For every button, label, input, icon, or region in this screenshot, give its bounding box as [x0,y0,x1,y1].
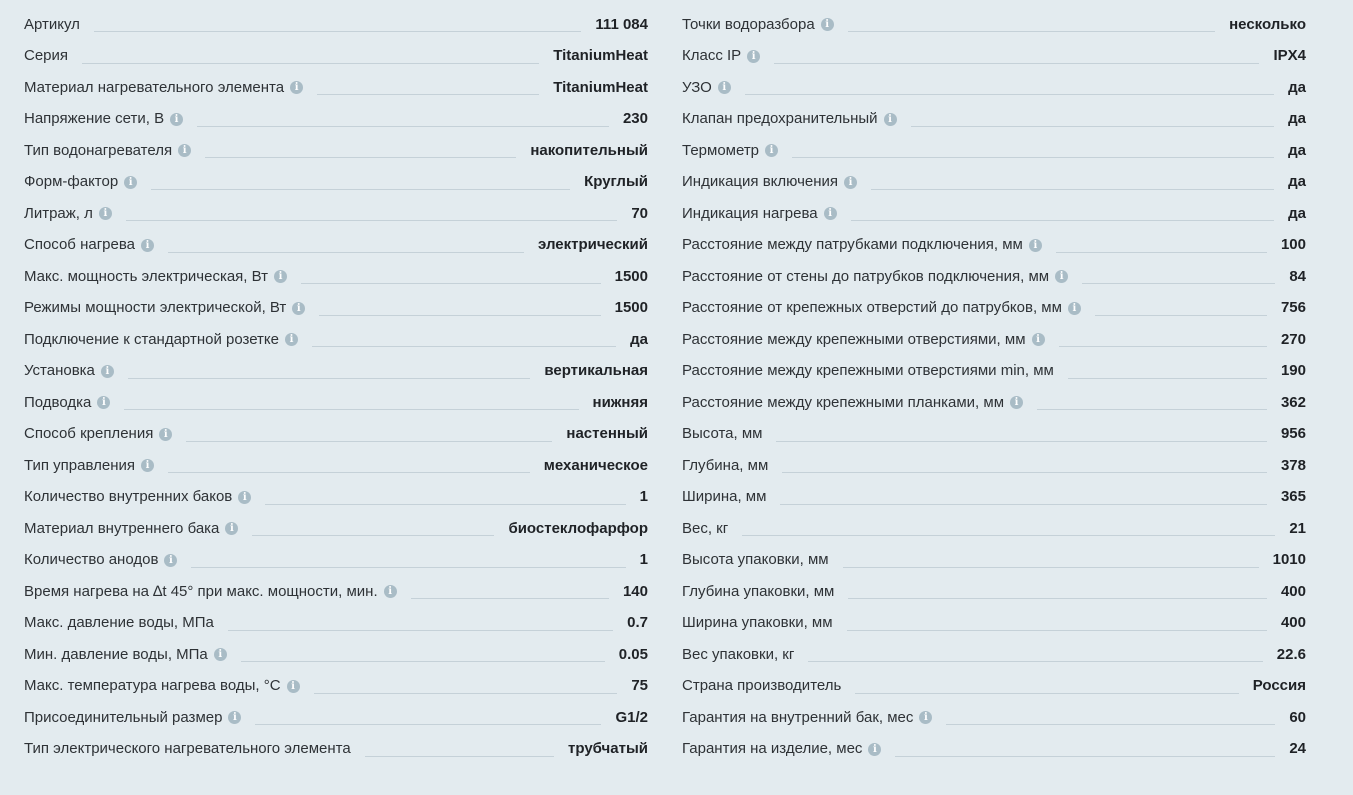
leader-line [265,504,625,505]
info-icon[interactable]: i [824,207,837,220]
leader-line [776,441,1266,442]
spec-row [682,167,1306,199]
spec-row [682,198,1306,230]
spec-value: 230 [622,110,648,128]
spec-value: 0.05 [618,645,648,663]
spec-row [24,734,648,766]
spec-label [682,394,1023,412]
spec-row [24,135,648,167]
spec-label-text: Форм-фактор [24,173,119,191]
leader-line [228,630,613,631]
spec-row [24,671,648,703]
spec-label [682,173,857,191]
spec-label [24,268,287,286]
spec-label-text: Клапан предохранительный [682,110,878,128]
spec-label [682,614,833,632]
leader-line [1037,409,1267,410]
spec-label [24,236,154,254]
spec-label [24,583,397,601]
leader-line [742,535,1275,536]
specs-column-left [24,9,648,765]
info-icon[interactable]: i [238,491,251,504]
leader-line [848,31,1215,32]
spec-label-text: Материал нагревательного элемента [24,78,285,96]
spec-label [24,394,110,412]
spec-row [24,198,648,230]
spec-row [24,482,648,514]
leader-line [1056,252,1267,253]
spec-label [24,362,114,380]
spec-label-text: Ширина упаковки, мм [682,614,833,632]
spec-label [682,709,932,727]
spec-label-text: Расстояние между крепежными отверстиями min, мм [682,362,1054,380]
spec-label [682,362,1054,380]
spec-label [682,457,768,475]
info-icon[interactable]: i [292,302,305,315]
spec-label-text: Расстояние от крепежных отверстий до патрубков, мм [682,299,1062,317]
spec-label [682,488,766,506]
spec-label-text: Напряжение сети, В [24,110,165,128]
spec-label-text: Присоединительный размер [24,708,223,726]
info-icon[interactable]: i [164,554,177,567]
spec-value: 400 [1280,614,1306,632]
spec-row [24,545,648,577]
spec-label [24,205,112,223]
spec-label-text: Материал внутреннего бака [24,519,220,537]
spec-row [24,293,648,325]
spec-label-text: Высота, мм [682,425,763,443]
spec-value: TitaniumHeat [553,78,648,96]
leader-line [871,189,1274,190]
spec-value: вертикальная [544,362,648,380]
leader-line [1068,378,1267,379]
leader-line [197,126,609,127]
spec-label-text: Макс. температура нагрева воды, °С [24,677,281,695]
spec-label-text: Количество анодов [24,551,159,569]
spec-label-text: Расстояние от стены до патрубков подключения, мм [682,267,1050,285]
spec-value: биостеклофарфор [508,519,648,537]
spec-value: 60 [1289,708,1306,726]
leader-line [168,252,524,253]
spec-label [682,646,794,664]
spec-value: да [1288,204,1306,222]
specs-column-right [682,9,1306,765]
spec-label-text: Макс. давление воды, МПа [24,614,214,632]
leader-line [301,283,601,284]
leader-line [255,724,601,725]
spec-label-text: Гарантия на внутренний бак, мес [682,708,914,726]
spec-row [24,419,648,451]
spec-row [682,576,1306,608]
spec-label [24,173,137,191]
leader-line [252,535,494,536]
spec-value: трубчатый [568,740,648,758]
spec-label-text: Высота упаковки, мм [682,551,829,569]
leader-line [782,472,1267,473]
spec-value: 270 [1280,330,1306,348]
spec-row [24,41,648,73]
leader-line [82,63,539,64]
spec-label-text: Страна производитель [682,677,842,695]
spec-value: 1 [639,551,648,569]
leader-line [186,441,552,442]
spec-value: 140 [622,582,648,600]
leader-line [848,598,1267,599]
leader-line [317,94,539,95]
spec-label [24,457,154,475]
leader-line [946,724,1275,725]
spec-label [682,583,834,601]
spec-row [24,72,648,104]
spec-row [24,9,648,41]
leader-line [94,31,582,32]
leader-line [365,756,554,757]
leader-line [780,504,1267,505]
spec-label-text: Тип водонагревателя [24,141,173,159]
spec-label-text: Подводка [24,393,92,411]
spec-value: нижняя [592,393,648,411]
leader-line [851,220,1275,221]
spec-label [682,520,728,538]
spec-label [24,142,191,160]
info-icon[interactable]: i [124,176,137,189]
spec-label [682,79,731,97]
spec-label [682,551,829,569]
info-icon[interactable]: i [718,81,731,94]
spec-label-text: Мин. давление воды, МПа [24,645,208,663]
spec-label [24,709,241,727]
leader-line [847,630,1267,631]
spec-value: 100 [1280,236,1306,254]
spec-value: 21 [1289,519,1306,537]
spec-value: да [1288,173,1306,191]
spec-row [24,608,648,640]
info-icon[interactable]: i [141,239,154,252]
spec-row [682,734,1306,766]
spec-row [682,261,1306,293]
spec-row [682,513,1306,545]
info-icon[interactable]: i [178,144,191,157]
spec-row [682,545,1306,577]
spec-label-text: Расстояние между крепежными планками, мм [682,393,1005,411]
spec-label [24,740,351,758]
spec-label-text: Способ нагрева [24,236,135,254]
info-icon[interactable]: i [287,680,300,693]
spec-label-text: Литраж, л [24,204,93,222]
spec-label [24,425,172,443]
info-icon[interactable]: i [884,113,897,126]
spec-value: 70 [631,204,648,222]
leader-line [314,693,618,694]
leader-line [911,126,1275,127]
leader-line [128,378,530,379]
spec-value: 378 [1280,456,1306,474]
spec-label [24,677,300,695]
spec-label-text: Глубина, мм [682,456,769,474]
spec-label-text: Тип управления [24,456,135,474]
spec-label [24,299,305,317]
spec-row [24,356,648,388]
info-icon[interactable]: i [1032,333,1045,346]
leader-line [1059,346,1267,347]
spec-label [682,740,881,758]
spec-row [24,261,648,293]
spec-value: 1010 [1272,551,1306,569]
spec-value: да [1288,110,1306,128]
spec-value: да [1288,78,1306,96]
spec-label-text: Термометр [682,141,760,159]
spec-label-text: Ширина, мм [682,488,767,506]
spec-label [24,614,214,632]
spec-label-text: Точки водоразбора [682,15,815,33]
info-icon[interactable]: i [228,711,241,724]
spec-value: 756 [1280,299,1306,317]
spec-row [682,104,1306,136]
leader-line [855,693,1238,694]
spec-value: да [630,330,648,348]
spec-row [682,41,1306,73]
info-icon[interactable]: i [214,648,227,661]
info-icon[interactable]: i [99,207,112,220]
leader-line [774,63,1259,64]
spec-value: Круглый [584,173,648,191]
spec-value: 111 084 [595,15,648,33]
spec-label [682,331,1045,349]
leader-line [1082,283,1275,284]
spec-label-text: УЗО [682,78,712,96]
leader-line [792,157,1274,158]
leader-line [241,661,605,662]
spec-row [682,450,1306,482]
info-icon[interactable]: i [101,365,114,378]
spec-row [682,293,1306,325]
spec-row [682,72,1306,104]
spec-label [682,268,1068,286]
spec-label [24,47,68,65]
spec-row [24,387,648,419]
leader-line [411,598,609,599]
spec-label [24,488,251,506]
spec-label [24,79,303,97]
spec-row [682,608,1306,640]
spec-row [24,450,648,482]
info-icon[interactable]: i [1010,396,1023,409]
spec-row [24,324,648,356]
spec-label [24,646,227,664]
spec-label-text: Установка [24,362,95,380]
spec-value: 190 [1280,362,1306,380]
leader-line [191,567,625,568]
info-icon[interactable]: i [285,333,298,346]
info-icon[interactable]: i [919,711,932,724]
spec-row [24,513,648,545]
spec-value: 84 [1289,267,1306,285]
spec-value: Россия [1252,677,1306,695]
spec-label [682,425,762,443]
spec-label-text: Индикация нагрева [682,204,818,222]
info-icon[interactable]: i [821,18,834,31]
spec-value: IPX4 [1273,47,1306,65]
spec-value: да [1288,141,1306,159]
spec-label [24,16,80,34]
spec-label [24,520,238,538]
spec-label-text: Артикул [24,15,80,33]
info-icon[interactable]: i [1068,302,1081,315]
leader-line [205,157,516,158]
spec-label-text: Индикация включения [682,173,839,191]
info-icon[interactable]: i [1029,239,1042,252]
spec-value: 1500 [614,299,648,317]
spec-label [682,47,760,65]
spec-label-text: Расстояние между патрубками подключения, мм [682,236,1023,254]
spec-row [24,576,648,608]
leader-line [808,661,1262,662]
leader-line [745,94,1274,95]
spec-value: несколько [1229,15,1306,33]
spec-label [682,142,778,160]
spec-row [682,419,1306,451]
spec-label [682,299,1081,317]
spec-row [24,702,648,734]
spec-value: 1500 [614,267,648,285]
spec-label-text: Класс IP [682,47,742,65]
spec-value: 400 [1280,582,1306,600]
spec-value: 1 [639,488,648,506]
spec-row [682,702,1306,734]
spec-row [682,387,1306,419]
info-icon[interactable]: i [747,50,760,63]
spec-label-text: Гарантия на изделие, мес [682,740,863,758]
spec-label-text: Подключение к стандартной розетке [24,330,279,348]
leader-line [151,189,570,190]
spec-label-text: Вес упаковки, кг [682,645,795,663]
spec-label [24,110,183,128]
info-icon[interactable]: i [159,428,172,441]
leader-line [319,315,600,316]
info-icon[interactable]: i [97,396,110,409]
spec-label-text: Время нагрева на ∆t 45° при макс. мощности, мин. [24,582,378,600]
leader-line [126,220,617,221]
info-icon[interactable]: i [274,270,287,283]
info-icon[interactable]: i [170,113,183,126]
spec-label-text: Способ крепления [24,425,154,443]
spec-label [682,205,837,223]
leader-line [124,409,578,410]
spec-label [682,16,834,34]
spec-label-text: Режимы мощности электрической, Вт [24,299,287,317]
info-icon[interactable]: i [290,81,303,94]
spec-value: 0.7 [627,614,648,632]
spec-value: настенный [566,425,648,443]
spec-row [682,671,1306,703]
spec-value: электрический [538,236,648,254]
spec-row [682,324,1306,356]
spec-row [682,639,1306,671]
leader-line [168,472,530,473]
spec-label-text: Макс. мощность электрическая, Вт [24,267,269,285]
spec-label [24,551,177,569]
spec-row [682,135,1306,167]
spec-row [682,9,1306,41]
spec-value: 22.6 [1276,645,1306,663]
spec-row [682,230,1306,262]
spec-value: 365 [1280,488,1306,506]
spec-value: 75 [631,677,648,695]
spec-value: накопительный [530,141,648,159]
spec-row [24,639,648,671]
spec-label-text: Глубина упаковки, мм [682,582,835,600]
spec-value: 24 [1289,740,1306,758]
leader-line [895,756,1275,757]
spec-value: TitaniumHeat [553,47,648,65]
info-icon[interactable]: i [384,585,397,598]
spec-label-text: Расстояние между крепежными отверстиями, мм [682,330,1026,348]
spec-label-text: Количество внутренних баков [24,488,233,506]
leader-line [312,346,616,347]
spec-row [24,167,648,199]
spec-label [682,236,1042,254]
spec-value: 362 [1280,393,1306,411]
spec-row [682,356,1306,388]
spec-row [682,482,1306,514]
leader-line [1095,315,1267,316]
spec-value: G1/2 [615,708,648,726]
spec-label-text: Серия [24,47,69,65]
spec-label-text: Вес, кг [682,519,729,537]
spec-row [24,104,648,136]
info-icon[interactable]: i [1055,270,1068,283]
info-icon[interactable]: i [225,522,238,535]
spec-row [24,230,648,262]
spec-value: 956 [1280,425,1306,443]
info-icon[interactable]: i [141,459,154,472]
spec-label-text: Тип электрического нагревательного элемента [24,740,351,758]
spec-value: механическое [543,456,648,474]
info-icon[interactable]: i [765,144,778,157]
spec-label [682,110,897,128]
leader-line [843,567,1259,568]
info-icon[interactable]: i [844,176,857,189]
spec-label [24,331,298,349]
spec-label [682,677,841,695]
info-icon[interactable]: i [868,743,881,756]
